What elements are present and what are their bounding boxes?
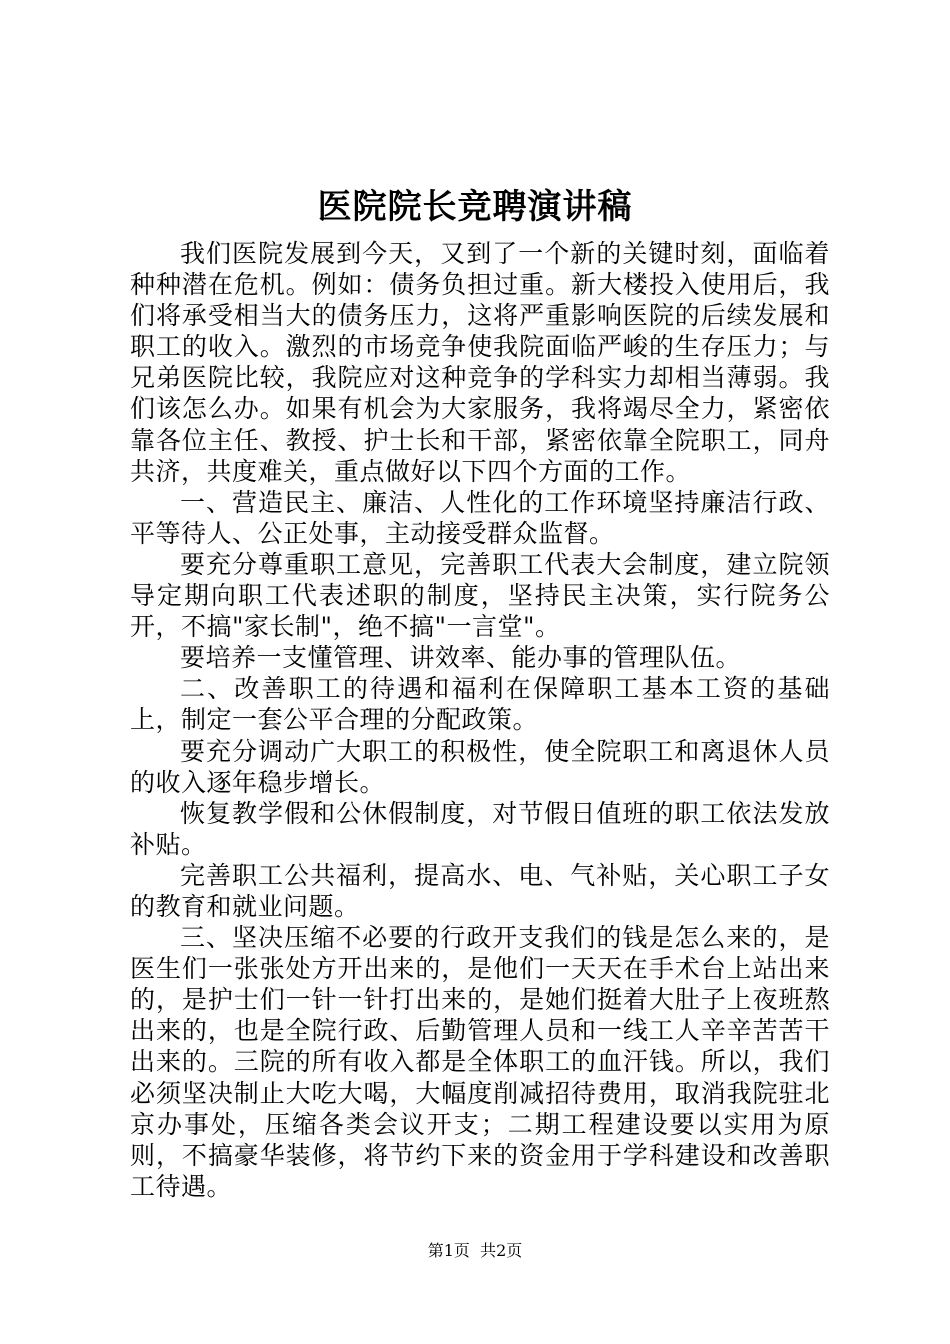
- paragraph-section-1-point-2: 要培养一支懂管理、讲效率、能办事的管理队伍。: [180, 643, 742, 673]
- paragraph-section-2-point-2: 恢复教学假和公休假制度，对节假日值班的职工依法发放补贴。: [130, 798, 830, 859]
- paragraph-section-1-point-1: 要充分尊重职工意见，完善职工代表大会制度，建立院领导定期向职工代表述职的制度，坚持民主决策，实行院务公开，不搞"家长制"，绝不搞"一言堂"。: [130, 549, 830, 642]
- paragraph-intro: 我们医院发展到今天，又到了一个新的关键时刻，面临着种种潜在危机。例如：债务负担过重。新大楼投入使用后，我们将承受相当大的债务压力，这将严重影响医院的后续发展和职工的收入。激烈的市场竞争使我院面临严峻的生存压力；与兄弟医院比较，我院应对这种竞争的学科实力却相当薄弱。我们该怎么办。如果有机会为大家服务，我将竭尽全力，紧密依靠各位主任、教授、护士长和干部，紧密依靠全院职工，同舟共济，共度难关，重点做好以下四个方面的工作。: [130, 239, 830, 486]
- page-footer: [0, 1240, 950, 1262]
- paragraph-section-2-point-3: 完善职工公共福利，提高水、电、气补贴，关心职工子女的教育和就业问题。: [130, 860, 830, 921]
- page-number: 第1页: [427, 1241, 470, 1260]
- page-total: 共2页: [480, 1241, 523, 1260]
- paragraph-section-3: 三、坚决压缩不必要的行政开支我们的钱是怎么来的，是医生们一张张处方开出来的，是他们一天天在手术台上站出来的，是护士们一针一针打出来的，是她们挺着大肚子上夜班熬出来的，也是全院行政、后勤管理人员和一线工人辛辛苦苦干出来的。三院的所有收入都是全体职工的血汗钱。所以，我们必须坚决制止大吃大喝，大幅度削减招待费用，取消我院驻北京办事处，压缩各类会议开支；二期工程建设要以实用为原则，不搞豪华装修，将节约下来的资金用于学科建设和改善职工待遇。: [130, 923, 830, 1201]
- paragraph-section-1: 一、营造民主、廉洁、人性化的工作环境坚持廉洁行政、平等待人、公正处事，主动接受群众监督。: [130, 487, 830, 548]
- document-body: [130, 238, 830, 1202]
- paragraph-section-2-point-1: 要充分调动广大职工的积极性，使全院职工和离退休人员的收入逐年稳步增长。: [130, 736, 830, 797]
- paragraph-section-2: 二、改善职工的待遇和福利在保障职工基本工资的基础上，制定一套公平合理的分配政策。: [130, 674, 830, 735]
- document-title: 医院院长竞聘演讲稿: [317, 187, 633, 227]
